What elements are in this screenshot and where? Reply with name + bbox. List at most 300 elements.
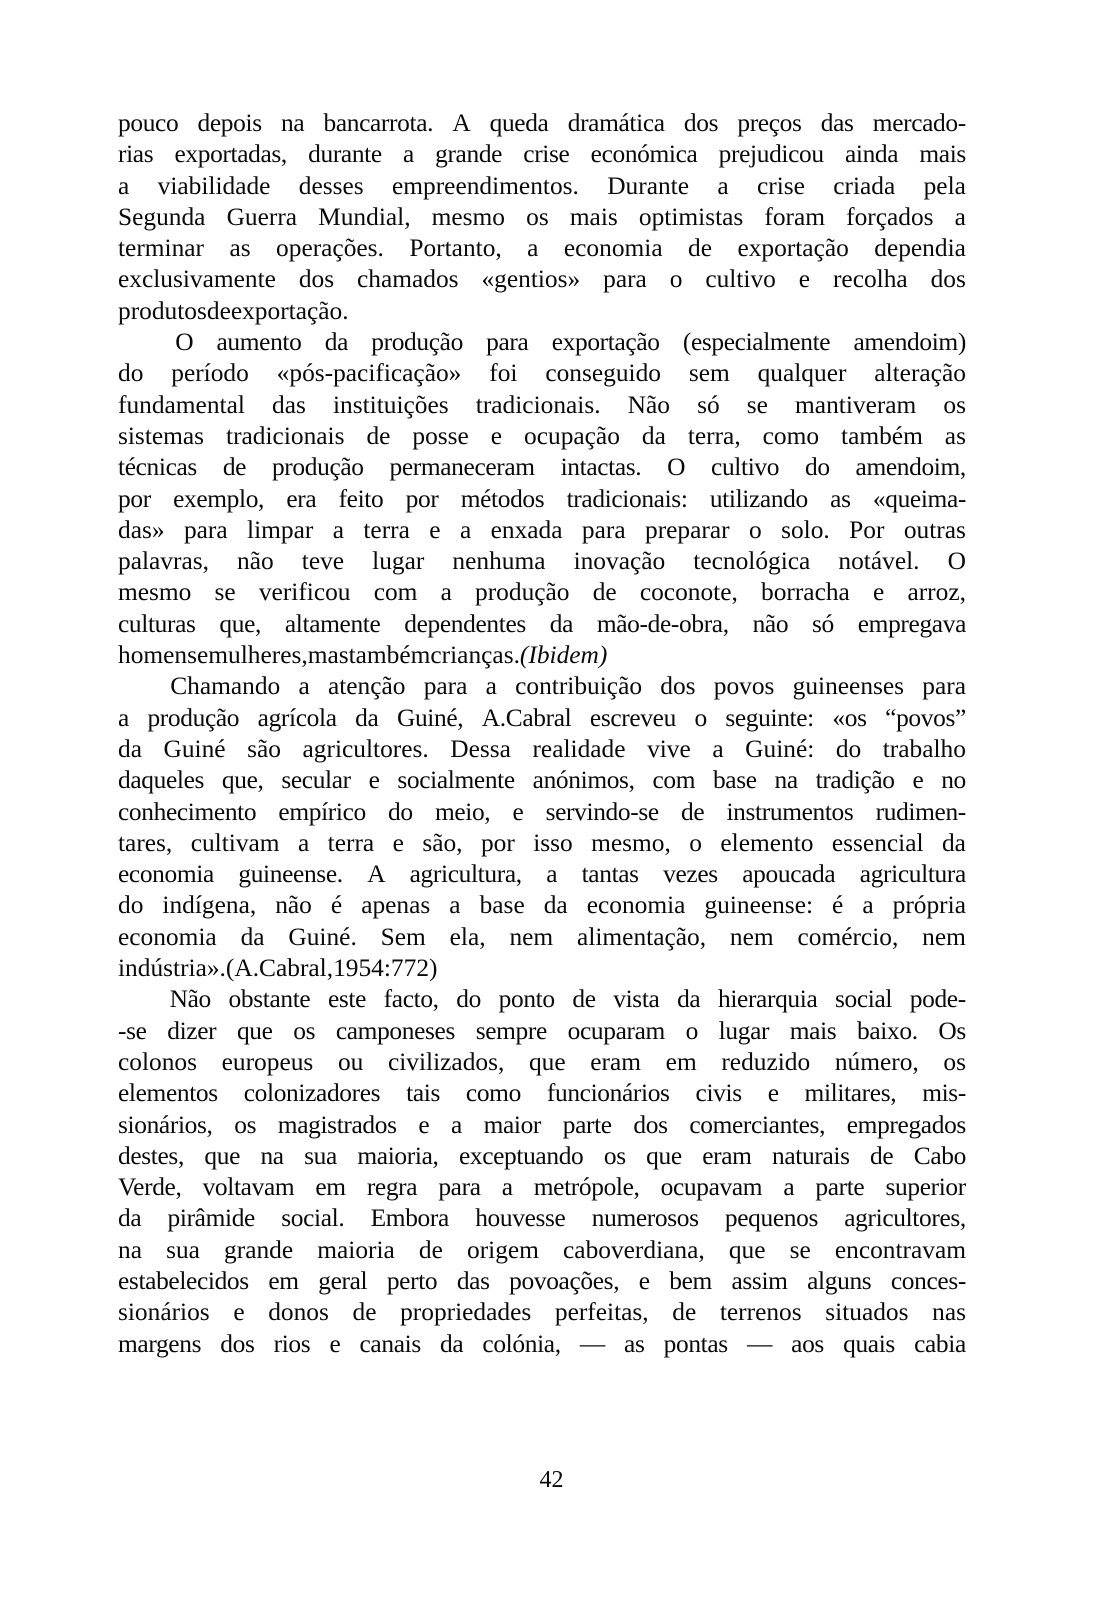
word: preços xyxy=(737,109,802,137)
word: feito xyxy=(338,484,384,513)
word: pouco xyxy=(118,109,179,137)
text-line xyxy=(118,452,966,483)
word: que xyxy=(204,1141,241,1170)
word: Guiné, xyxy=(396,703,464,732)
word: tradicionais xyxy=(226,421,345,450)
word: a xyxy=(954,202,966,231)
word: guineense: xyxy=(704,891,814,920)
word: bancarrota. xyxy=(323,109,434,137)
word: na xyxy=(774,766,798,795)
word: economia xyxy=(563,234,663,263)
word: parte xyxy=(815,1173,865,1202)
word: crianças. xyxy=(430,641,520,670)
word: para xyxy=(603,265,647,294)
word: perto xyxy=(386,1266,438,1295)
word: rias xyxy=(118,140,154,169)
word: exportação xyxy=(551,328,660,357)
text-line xyxy=(118,1329,966,1360)
word: tares, xyxy=(118,828,173,857)
word: tantas xyxy=(581,860,639,889)
word: outras xyxy=(903,515,966,544)
word: do xyxy=(804,453,830,482)
word: economia xyxy=(118,860,214,889)
word: mantiveram xyxy=(795,390,917,419)
word: de xyxy=(672,1298,697,1327)
word: voltavam xyxy=(202,1173,295,1202)
word: para xyxy=(581,515,626,544)
word: comerciantes, xyxy=(689,1110,826,1139)
word: as xyxy=(830,484,851,513)
word: tais xyxy=(406,1079,440,1108)
word: e xyxy=(872,578,885,607)
word: a xyxy=(449,891,461,920)
word: também xyxy=(348,641,431,670)
word: destes, xyxy=(118,1141,184,1170)
word: na xyxy=(260,1141,284,1170)
word: e xyxy=(490,421,503,450)
word: exportação. xyxy=(230,296,349,325)
word: as xyxy=(229,234,251,263)
word: social. xyxy=(281,1204,345,1233)
word: terrenos xyxy=(719,1298,802,1327)
word: para xyxy=(183,515,228,544)
text-line xyxy=(118,108,966,139)
word: o xyxy=(748,515,762,544)
word: A.Cabral xyxy=(481,703,572,732)
word: a xyxy=(485,672,497,701)
word: o xyxy=(689,828,702,857)
word: de xyxy=(572,985,596,1014)
word: a xyxy=(298,672,310,701)
word: maior xyxy=(483,1110,542,1139)
word: O xyxy=(667,453,686,482)
word: seguinte: xyxy=(725,703,814,732)
text-line xyxy=(118,765,966,796)
word: Segunda xyxy=(118,202,206,231)
text-line xyxy=(118,828,966,859)
text-line xyxy=(118,546,966,577)
text-line xyxy=(118,1078,966,1109)
word: escreveu xyxy=(589,703,676,732)
word: exportação xyxy=(737,234,849,263)
word: e xyxy=(512,797,524,826)
word: Mundial, xyxy=(318,202,411,231)
word: só xyxy=(697,390,720,419)
word: 1954: xyxy=(333,954,391,983)
word: a xyxy=(297,828,310,857)
word: nem xyxy=(922,922,966,951)
word: maioria, xyxy=(357,1141,439,1170)
word: «pós-pacificação» xyxy=(276,359,462,388)
text-line xyxy=(118,1172,966,1203)
word: lugar xyxy=(372,547,425,576)
word: a xyxy=(450,1110,462,1139)
text-line xyxy=(118,484,966,515)
word: nem xyxy=(729,922,774,951)
word: eram xyxy=(702,1141,752,1170)
word: europeus xyxy=(221,1047,314,1076)
word: — xyxy=(746,1329,773,1358)
word: origem xyxy=(467,1235,539,1264)
word: inovação xyxy=(573,547,666,576)
word: aumento xyxy=(216,328,302,357)
word: amendoim) xyxy=(853,328,966,357)
word: mesmo, xyxy=(591,828,671,857)
word: rios xyxy=(273,1329,311,1358)
word: ainda xyxy=(844,140,899,169)
word: de xyxy=(352,1298,377,1327)
word: da xyxy=(549,609,574,638)
word: económica xyxy=(590,140,698,169)
word: do xyxy=(456,985,481,1014)
word: posse xyxy=(412,421,469,450)
word: dos xyxy=(930,265,966,294)
word: quais xyxy=(843,1329,895,1358)
word: na xyxy=(118,1235,142,1264)
word: como xyxy=(465,1079,521,1108)
word: estabelecidos xyxy=(118,1266,249,1295)
word: lugar xyxy=(718,1016,770,1045)
word: pirâmide xyxy=(167,1204,255,1233)
word: das xyxy=(272,390,306,419)
word: do xyxy=(118,891,144,920)
word: — xyxy=(579,1329,605,1358)
word: numerosos xyxy=(591,1204,699,1233)
word: a xyxy=(712,734,724,763)
text-line xyxy=(118,139,966,170)
word: os xyxy=(293,1016,316,1045)
word: vista xyxy=(613,985,660,1014)
word: mão-de-obra, xyxy=(596,609,729,638)
word: das» xyxy=(118,515,165,544)
word: mais xyxy=(919,140,966,169)
word: essencial xyxy=(831,828,924,857)
word: terminar xyxy=(118,234,205,263)
word: alteração xyxy=(874,359,966,388)
word: a xyxy=(118,703,129,732)
word: empregados xyxy=(846,1110,966,1139)
word: sua xyxy=(304,1141,337,1170)
word: vive xyxy=(647,734,691,763)
text-line xyxy=(118,890,966,921)
word: na xyxy=(280,109,305,137)
word: ocupavam xyxy=(660,1173,763,1202)
word: para xyxy=(486,328,529,357)
text-line xyxy=(118,1047,966,1078)
word: servindo-se xyxy=(545,797,659,826)
word: empírico xyxy=(278,797,366,826)
word: dos xyxy=(298,265,335,294)
word: empregava xyxy=(857,609,966,638)
text-line xyxy=(118,984,966,1015)
word: se xyxy=(214,578,236,607)
word: é xyxy=(832,891,844,920)
text-line xyxy=(118,671,966,702)
word: regra xyxy=(366,1173,418,1202)
word: culturas xyxy=(118,609,196,638)
word: exclusivamente xyxy=(118,265,276,294)
word: borracha xyxy=(761,578,850,607)
word: terra xyxy=(363,515,410,544)
text-line xyxy=(118,922,966,953)
word: que xyxy=(728,1235,766,1264)
word: apoucada xyxy=(742,860,836,889)
word: altamente xyxy=(284,609,381,638)
word: este xyxy=(327,985,367,1014)
text-line xyxy=(118,797,966,828)
word: vezes xyxy=(663,860,718,889)
word: agricultores, xyxy=(844,1204,966,1233)
word: fundamental xyxy=(118,390,245,419)
word: e xyxy=(392,828,404,857)
word: caboverdiana, xyxy=(563,1235,705,1264)
word: e xyxy=(429,515,441,544)
word: anónimos, xyxy=(532,766,635,795)
word: própria xyxy=(892,891,966,920)
word: como xyxy=(762,421,820,450)
word: limpar xyxy=(247,515,314,544)
word: metrópole, xyxy=(533,1173,640,1202)
word: por xyxy=(480,828,515,857)
text-line xyxy=(118,953,966,984)
word: eram xyxy=(590,1047,642,1076)
word: “povos” xyxy=(885,703,966,732)
word: no xyxy=(941,766,966,795)
word: produtos xyxy=(118,296,207,325)
word: reduzido xyxy=(721,1047,811,1076)
word: não xyxy=(237,547,274,576)
word: viabilidade xyxy=(157,171,271,200)
word: A xyxy=(452,109,471,137)
word: teve xyxy=(301,547,345,576)
word: donos xyxy=(268,1298,329,1327)
word: base xyxy=(479,891,525,920)
word: de xyxy=(870,1141,894,1170)
word: que xyxy=(528,1047,566,1076)
text-line xyxy=(118,1110,966,1141)
word: hierarquia xyxy=(717,985,818,1014)
word: guineense. xyxy=(238,860,343,889)
word: e xyxy=(798,265,811,294)
word: (especialmente xyxy=(682,328,831,357)
word: mercado- xyxy=(872,109,966,137)
word: os xyxy=(234,1110,257,1139)
word: Os xyxy=(938,1016,966,1045)
word: de xyxy=(688,234,712,263)
word: superior xyxy=(885,1173,966,1202)
word: colonizadores xyxy=(243,1079,381,1108)
word: crise xyxy=(756,171,805,200)
word: pode- xyxy=(909,985,966,1014)
word: nas xyxy=(932,1298,966,1327)
word: são xyxy=(247,734,281,763)
word: instituições xyxy=(332,390,449,419)
word: secular xyxy=(281,766,351,795)
word: desses xyxy=(298,171,364,200)
word: tecnológica xyxy=(693,547,811,576)
word: situados xyxy=(825,1298,909,1327)
word: da xyxy=(324,328,348,357)
word: comércio, xyxy=(797,922,899,951)
word: dependentes xyxy=(404,609,526,638)
word: que, xyxy=(221,766,264,795)
word: operações. xyxy=(276,234,384,263)
word: O xyxy=(947,547,966,576)
word: Guiné. xyxy=(288,922,357,951)
word: a xyxy=(403,140,414,169)
word: mas xyxy=(307,641,349,670)
word: sionários xyxy=(118,1298,210,1327)
text-line xyxy=(118,577,966,608)
word: ou xyxy=(337,1047,364,1076)
word: social xyxy=(835,985,893,1014)
citation-italic: (Ibidem) xyxy=(519,641,608,670)
word: o xyxy=(669,265,683,294)
word: alguns xyxy=(807,1266,872,1295)
text-line xyxy=(118,1297,966,1328)
text-line xyxy=(118,171,966,202)
word: e xyxy=(197,641,209,670)
word: também xyxy=(841,421,923,450)
word: da xyxy=(118,1204,142,1233)
text-line xyxy=(118,640,966,671)
text-line xyxy=(118,202,966,233)
word: do xyxy=(118,359,144,388)
word: notável. xyxy=(838,547,920,576)
word: recolha xyxy=(832,265,908,294)
word: dos xyxy=(220,1329,255,1358)
word: e xyxy=(638,1266,650,1295)
word: rudimen- xyxy=(875,797,966,826)
word: empreendimentos. xyxy=(392,171,579,200)
word: magistrados xyxy=(277,1110,397,1139)
word: com xyxy=(373,578,418,607)
word: mis- xyxy=(922,1079,966,1108)
word: a xyxy=(440,578,452,607)
text-line xyxy=(118,1266,966,1297)
word: queda xyxy=(489,109,549,137)
word: ponto xyxy=(498,985,555,1014)
word: com xyxy=(652,766,696,795)
word: e xyxy=(912,766,924,795)
word: crise xyxy=(523,140,570,169)
word: da xyxy=(543,891,568,920)
word: para xyxy=(423,672,468,701)
word: Por xyxy=(849,515,885,544)
word: terra xyxy=(327,828,375,857)
word: sem xyxy=(688,359,730,388)
word: terra, xyxy=(687,421,741,450)
word: Guiné xyxy=(163,734,226,763)
word: as xyxy=(944,421,966,450)
word: intactas. xyxy=(560,453,642,482)
word: qualquer xyxy=(757,359,847,388)
word: utilizando xyxy=(709,484,808,513)
word: agricultores. xyxy=(302,734,429,763)
word: grande xyxy=(224,1235,294,1264)
text-line xyxy=(118,1203,966,1234)
word: prejudicou xyxy=(718,140,824,169)
word: maioria xyxy=(317,1235,395,1264)
text-line xyxy=(118,327,966,358)
text-line xyxy=(118,264,966,295)
word: cabia xyxy=(914,1329,966,1358)
word: enxada xyxy=(490,515,563,544)
word: contribuição xyxy=(515,672,643,701)
word: «gentios» xyxy=(481,265,581,294)
word: da xyxy=(641,421,666,450)
word: perfeitas, xyxy=(554,1298,649,1327)
word: homens xyxy=(118,641,197,670)
text-line xyxy=(118,233,966,264)
word: indígena, xyxy=(162,891,257,920)
text-line xyxy=(118,1235,966,1266)
word: Portanto, xyxy=(409,234,502,263)
text-line xyxy=(118,1141,966,1172)
word: só xyxy=(812,609,834,638)
text-line xyxy=(118,859,966,890)
word: Embora xyxy=(370,1204,449,1233)
word: agricultura xyxy=(859,860,966,889)
word: colónia, xyxy=(482,1329,561,1358)
word: O xyxy=(175,328,194,357)
word: se xyxy=(789,1235,811,1264)
word: da xyxy=(440,1329,464,1358)
word: indústria». xyxy=(118,954,226,983)
word: exemplo, xyxy=(173,484,265,513)
word: foi xyxy=(489,359,518,388)
word: forçados xyxy=(846,202,934,231)
word: pela xyxy=(923,171,966,200)
word: nenhuma xyxy=(452,547,546,576)
word: exceptuando xyxy=(458,1141,584,1170)
word: canais xyxy=(359,1329,421,1358)
word: grande xyxy=(435,140,503,169)
word: da xyxy=(240,922,265,951)
word: exportadas, xyxy=(174,140,287,169)
word: por xyxy=(118,484,151,513)
word: Chamando xyxy=(170,672,281,701)
word: realidade xyxy=(532,734,626,763)
word: -se xyxy=(118,1016,147,1045)
word: se xyxy=(746,390,768,419)
word: não xyxy=(752,609,789,638)
word: ela, xyxy=(449,922,486,951)
word: a xyxy=(546,860,558,889)
word: a xyxy=(783,1173,795,1202)
word: margens xyxy=(118,1329,202,1358)
word: mesmo xyxy=(118,578,192,607)
word: os xyxy=(603,1141,626,1170)
word: a xyxy=(501,1173,513,1202)
word: parte xyxy=(562,1110,612,1139)
word: criada xyxy=(833,171,896,200)
word: coconote, xyxy=(639,578,738,607)
word: e xyxy=(329,1329,341,1358)
word: pontas xyxy=(663,1329,728,1358)
text-line xyxy=(118,358,966,389)
word: arroz, xyxy=(907,578,966,607)
word: produção xyxy=(371,328,463,357)
word: em xyxy=(315,1173,346,1202)
word: os xyxy=(943,390,966,419)
word: daqueles xyxy=(118,766,205,795)
word: nem xyxy=(509,922,554,951)
word: dos xyxy=(683,109,719,137)
text-line xyxy=(118,296,966,327)
word: dos xyxy=(633,1110,668,1139)
word: conces- xyxy=(890,1266,966,1295)
